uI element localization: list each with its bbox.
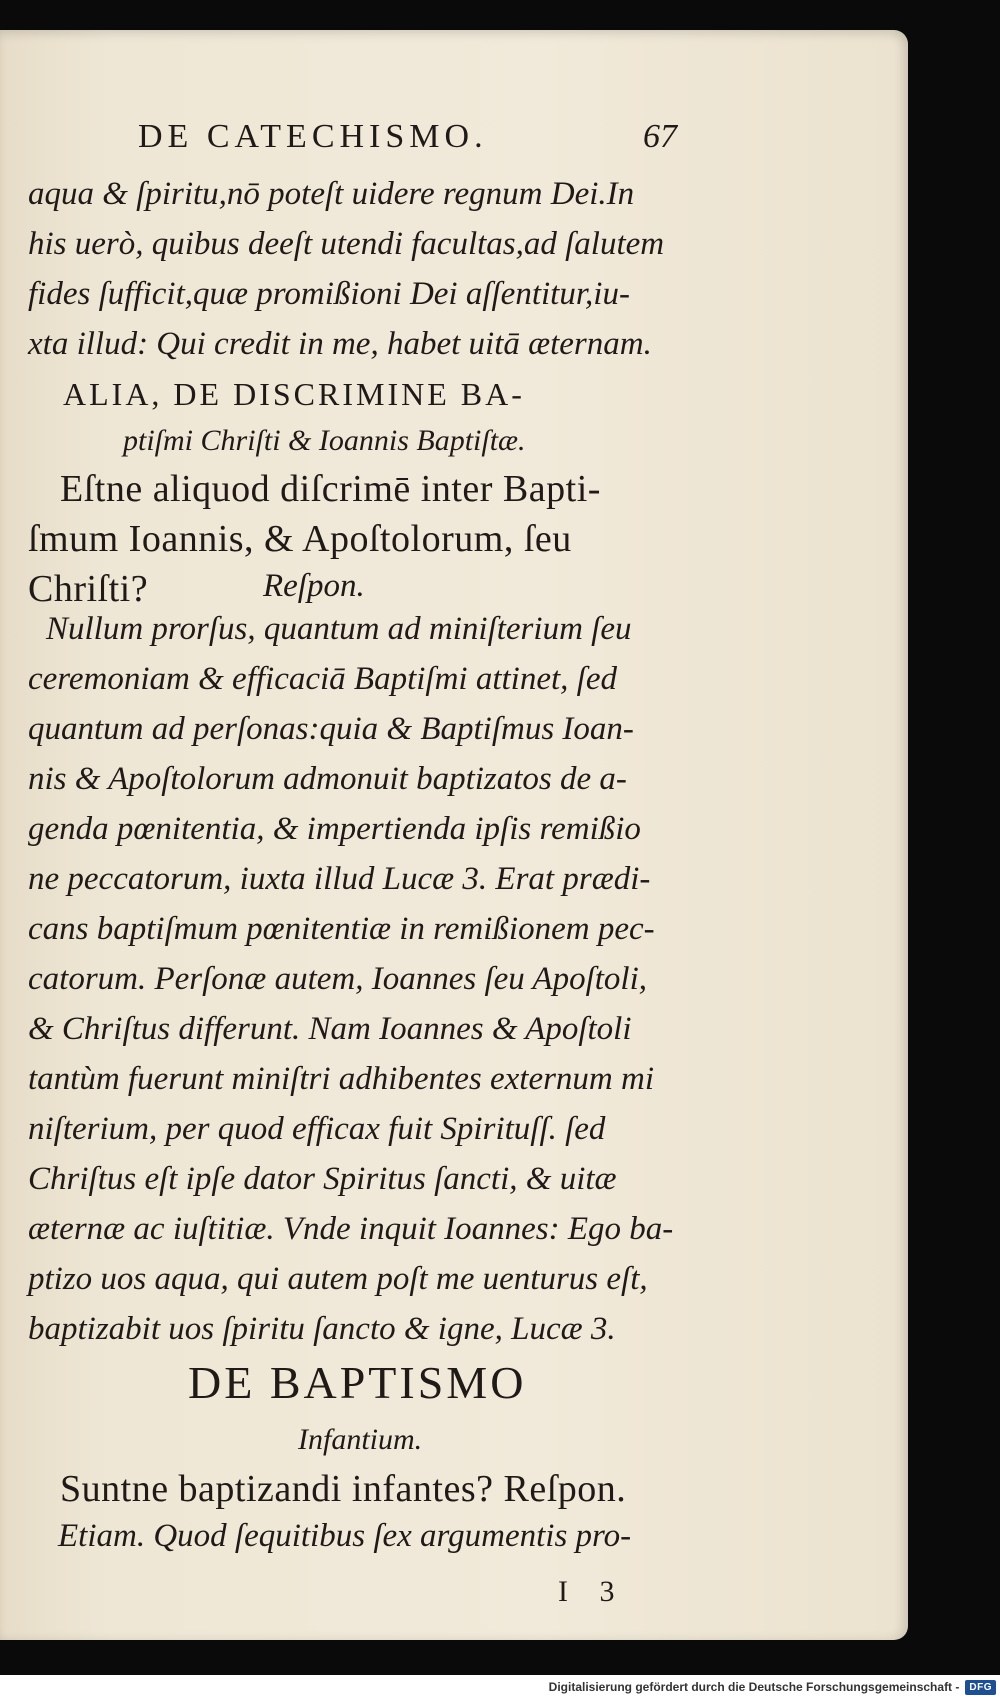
answer-line: baptizabit uos ſpiritu ſancto & igne, Lucæ 3. — [28, 1311, 616, 1347]
question-line: Chriſti? — [28, 568, 149, 610]
answer-line: cans baptiſmum pœnitentiæ in remißionem pec- — [28, 911, 655, 947]
section-subheading: Infantium. — [298, 1423, 423, 1456]
respon-label: Reſpon. — [263, 568, 365, 604]
answer-line: genda pœnitentia, & impertienda ipſis remißio — [28, 811, 641, 847]
text-line: fides ſufficit,quæ promißioni Dei aſſentitur,iu- — [28, 276, 630, 312]
answer-line: ne peccatorum, iuxta illud Lucæ 3. Erat prædi- — [28, 861, 651, 897]
footer-bar — [0, 1675, 1000, 1699]
question-line: Suntne baptizandi infantes? Reſpon. — [60, 1468, 627, 1510]
answer-line: æternæ ac iuſtitiæ. Vnde inquit Ioannes: Ego ba- — [28, 1211, 674, 1247]
section-heading: DE BAPTISMO — [188, 1357, 527, 1408]
answer-line: Chriſtus eſt ipſe dator Spiritus ſancti, & uitæ — [28, 1161, 617, 1197]
text-line: his uerò, quibus deeſt utendi facultas,ad ſalutem — [28, 226, 665, 262]
answer-line: nis & Apoſtolorum admonuit baptizatos de a- — [28, 761, 627, 797]
answer-line: & Chriſtus differunt. Nam Ioannes & Apoſtoli — [28, 1011, 632, 1047]
dfg-logo-icon: DFG — [965, 1680, 996, 1695]
section-subheading: ptiſmi Chriſti & Ioannis Baptiſtæ. — [123, 424, 526, 457]
answer-line: ceremoniam & efficaciā Baptiſmi attinet, ſed — [28, 661, 617, 697]
book-page — [0, 30, 908, 1640]
page-number: 67 — [643, 118, 677, 155]
answer-line: Nullum prorſus, quantum ad miniſterium ſeu — [46, 611, 632, 647]
question-line: ſmum Ioannis, & Apoſtolorum, ſeu — [28, 518, 572, 560]
answer-line: catorum. Perſonæ autem, Ioannes ſeu Apoſtoli, — [28, 961, 647, 997]
text-line: aqua & ſpiritu,nō poteſt uidere regnum Dei.In — [28, 176, 635, 212]
answer-line: tantùm fuerunt miniſtri adhibentes externum mi — [28, 1061, 655, 1097]
footer-credit: Digitalisierung gefördert durch die Deutsche Forschungsgemeinschaft - — [548, 1680, 960, 1694]
question-line: Etiam. Quod ſequitibus ſex argumentis pro- — [58, 1518, 632, 1554]
answer-line: ptizo uos aqua, qui autem poſt me uenturus eſt, — [28, 1261, 648, 1297]
section-heading: ALIA, DE DISCRIMINE BA- — [63, 376, 525, 412]
answer-line: niſterium, per quod efficax fuit Spirituſſ. ſed — [28, 1111, 606, 1147]
question-line: Eſtne aliquod diſcrimē inter Bapti- — [60, 468, 601, 510]
running-head: DE CATECHISMO. — [138, 118, 488, 155]
text-line: xta illud: Qui credit in me, habet uitā æternam. — [28, 326, 652, 362]
signature-mark: I 3 — [558, 1575, 627, 1608]
answer-line: quantum ad perſonas:quia & Baptiſmus Ioan- — [28, 711, 634, 747]
